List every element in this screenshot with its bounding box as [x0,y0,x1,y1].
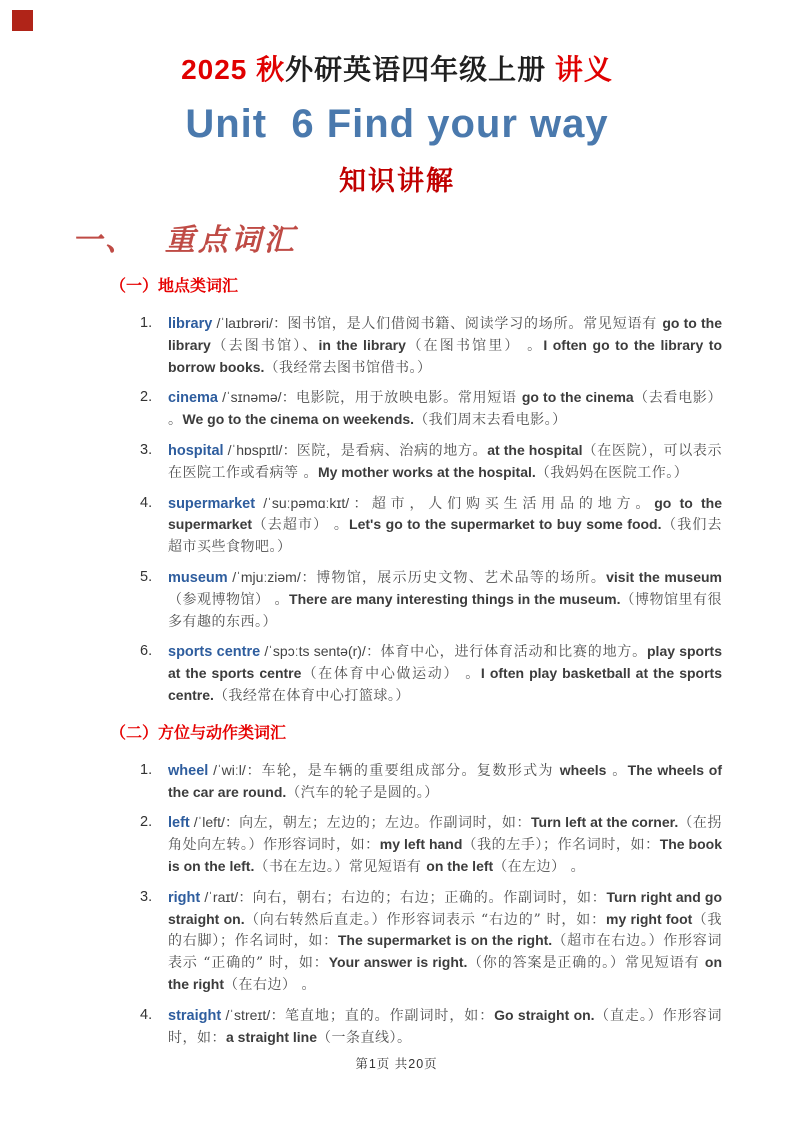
example-english: There are many interesting things in the museum. [289,590,621,607]
explanation-chinese: （你的答案是正确的。）常见短语有 [467,955,705,972]
explanation-chinese: 笔直地；直的。作副词时，如： [285,1007,495,1024]
vocab-term: sports centre [168,644,261,661]
example-english: The supermarket is on the right. [337,932,553,949]
item-body [168,641,722,706]
page-footer: 第1页 共20页 [355,1057,438,1071]
explanation-chinese: 电影院，用于放映电影。常用短语 [295,390,522,407]
section-heading-key-vocabulary: 一、 重点词汇 [72,223,297,258]
vocab-item [140,493,722,558]
explanation-chinese: （书在左边。）常见短语有 [254,858,427,875]
example-english: go to the library [168,315,722,353]
explanation-chinese: （参观博物馆） 。 [168,591,290,608]
item-number: 4. [140,1006,153,1023]
vocab-item [140,760,722,804]
example-english: Turn right and go straight on. [168,888,722,927]
item-body [168,887,722,996]
phonetic-transcription: /ˈsɪnəmə/： [217,389,296,406]
item-body [168,567,722,632]
title-book-name: 外研英语四年级上册 [285,54,555,85]
item-number: 1. [140,761,153,778]
example-english: my left hand [379,836,463,853]
example-english: The book is on the left. [168,836,722,874]
explanation-chinese: （去超市） 。 [252,517,350,534]
explanation-chinese: （在拐角处向左转。）作形容词时，如： [168,815,723,854]
explanation-chinese: 车轮，是车辆的重要组成部分。复数形式为 [261,762,560,779]
vocab-term: supermarket [168,495,256,512]
vocab-list [72,313,722,707]
title-year-season: 2025 秋 [181,54,286,85]
item-number: 4. [140,494,153,511]
explanation-chinese: （超市在右边。）作形容词表示 “正确的” 时，如： [168,933,723,972]
item-number: 6. [140,643,153,660]
vocab-term: museum [168,569,228,586]
explanation-chinese: 医院，是看病、治病的地方。 [296,442,488,459]
vocab-item [140,1005,722,1049]
explanation-chinese: （我的左手）；作名词时，如： [462,837,660,854]
vocab-item [140,887,722,996]
example-english: on the right [168,954,723,992]
explanation-chinese: 博物馆，展示历史文物、艺术品等的场所。 [316,569,607,586]
example-english: Turn left at the corner. [531,814,679,831]
explanation-chinese: （向右转然后直走。）作形容词表示 “右边的” 时，如： [244,911,607,928]
vocab-item [140,440,722,484]
corner-mark [12,10,33,31]
explanation-chinese: （在体育中心做运动） 。 [301,666,481,683]
phonetic-transcription: /ˈleft/： [189,814,240,831]
example-english: My mother works at the hospital. [317,463,536,480]
example-english: a straight line [226,1028,318,1045]
item-number: 3. [140,441,153,458]
explanation-chinese: 向右，朝右；右边的；右边；正确的。作副词时，如： [252,889,607,906]
explanation-chinese: （我妈妈在医院工作。） [535,464,689,481]
knowledge-subtitle: 知识讲解 [339,166,455,197]
vocab-item [140,567,722,632]
item-number: 5. [140,568,153,585]
explanation-chinese: （在右边） 。 [224,976,316,993]
vocab-item [140,812,722,877]
example-english: go to the supermarket [168,494,723,533]
item-number: 2. [140,814,153,831]
explanation-chinese: （我们去超市买些食物吧。） [168,517,723,556]
explanation-chinese: （我们周末去看电影。） [414,412,567,429]
subsection-heading: （二）方位与动作类词汇 [110,724,287,742]
phonetic-transcription: /ˈhɒspɪtl/： [223,441,297,458]
title-handout-label: 讲义 [554,54,613,85]
vocab-term: library [168,316,213,332]
explanation-chinese: 超市，人们购买生活用品的地方。 [371,495,655,512]
item-body [168,387,722,431]
vocab-term: wheel [168,762,209,779]
unit-title: Unit 6 Find your way [185,102,609,146]
vocab-term: right [168,889,201,906]
explanation-chinese: （去图书馆）、 [210,337,319,354]
explanation-chinese: （我经常在体育中心打篮球。） [213,687,410,704]
phonetic-transcription: /ˈwiːl/： [208,761,262,778]
item-body [168,1005,722,1049]
subsection-heading: （一）地点类词汇 [110,278,239,295]
phonetic-transcription: /ˈsuːpəmɑːkɪt/： [255,494,372,511]
explanation-chinese: 向左，朝左；左边的；左边。作副词时，如： [239,815,532,832]
item-body [168,313,722,378]
item-number: 2. [140,389,153,406]
item-body [168,760,722,804]
explanation-chinese: （汽车的轮子是圆的。） [286,784,439,801]
explanation-chinese: （去看电影） 。 [168,390,723,429]
explanation-chinese: （博物馆里有很多有趣的东西。） [168,591,723,630]
item-body [168,440,722,484]
item-body [168,812,722,877]
explanation-chinese: （我的右脚）；作名词时，如： [168,911,722,950]
vocab-list [72,760,722,1049]
item-body [168,493,722,558]
example-english: I often go to the library to borrow books. [168,336,723,375]
vocab-term: left [168,815,190,832]
example-english: go to the cinema [521,389,634,406]
vocab-term: cinema [168,390,218,407]
phonetic-transcription: /ˈlaɪbrəri/： [212,315,288,331]
document-title [72,50,722,90]
item-number: 3. [140,888,153,905]
example-english: wheels [559,761,607,778]
example-english: Go straight on. [494,1006,595,1023]
example-english: my right foot [606,910,693,927]
vocab-item [140,387,722,431]
phonetic-transcription: /ˈspɔːts sentə(r)/： [260,643,381,660]
example-english: Your answer is right. [328,954,468,971]
phonetic-transcription: /ˈstreɪt/： [221,1006,286,1023]
example-english: visit the museum [606,568,723,585]
vocab-item [140,641,722,706]
example-english: I often play basketball at the sports centre. [168,665,722,703]
phonetic-transcription: /ˈmjuːziəm/： [227,568,317,585]
explanation-chinese: 体育中心，进行体育活动和比赛的地方。 [380,644,647,661]
vocab-item [140,313,722,378]
example-english: The wheels of the car are round. [168,761,723,800]
item-number: 1. [140,315,153,331]
example-english: Let's go to the supermarket to buy some food. [349,516,662,533]
example-english: play sports at the sports centre [168,643,722,682]
example-english: in the library [318,336,406,353]
explanation-chinese: （一条直线）。 [317,1029,412,1046]
vocab-term: straight [168,1007,222,1024]
explanation-chinese: （我经常去图书馆借书。） [264,359,432,376]
explanation-chinese: （在医院），可以表示在医院工作或看病等 。 [168,442,723,481]
explanation-chinese: （直走。）作形容词时，如： [168,1007,723,1046]
vocabulary-content [72,276,722,1048]
vocab-term: hospital [168,442,224,459]
phonetic-transcription: /ˈraɪt/： [200,888,253,905]
example-english: We go to the cinema on weekends. [182,411,415,428]
explanation-chinese: （在图书馆里） 。 [405,337,544,354]
explanation-chinese: 。 [606,762,628,779]
example-english: at the hospital [487,441,583,458]
example-english: on the left [426,857,494,874]
explanation-chinese: （在左边） 。 [493,858,586,875]
explanation-chinese: 图书馆，是人们借阅书籍、阅读学习的场所。常见短语有 [287,316,663,332]
